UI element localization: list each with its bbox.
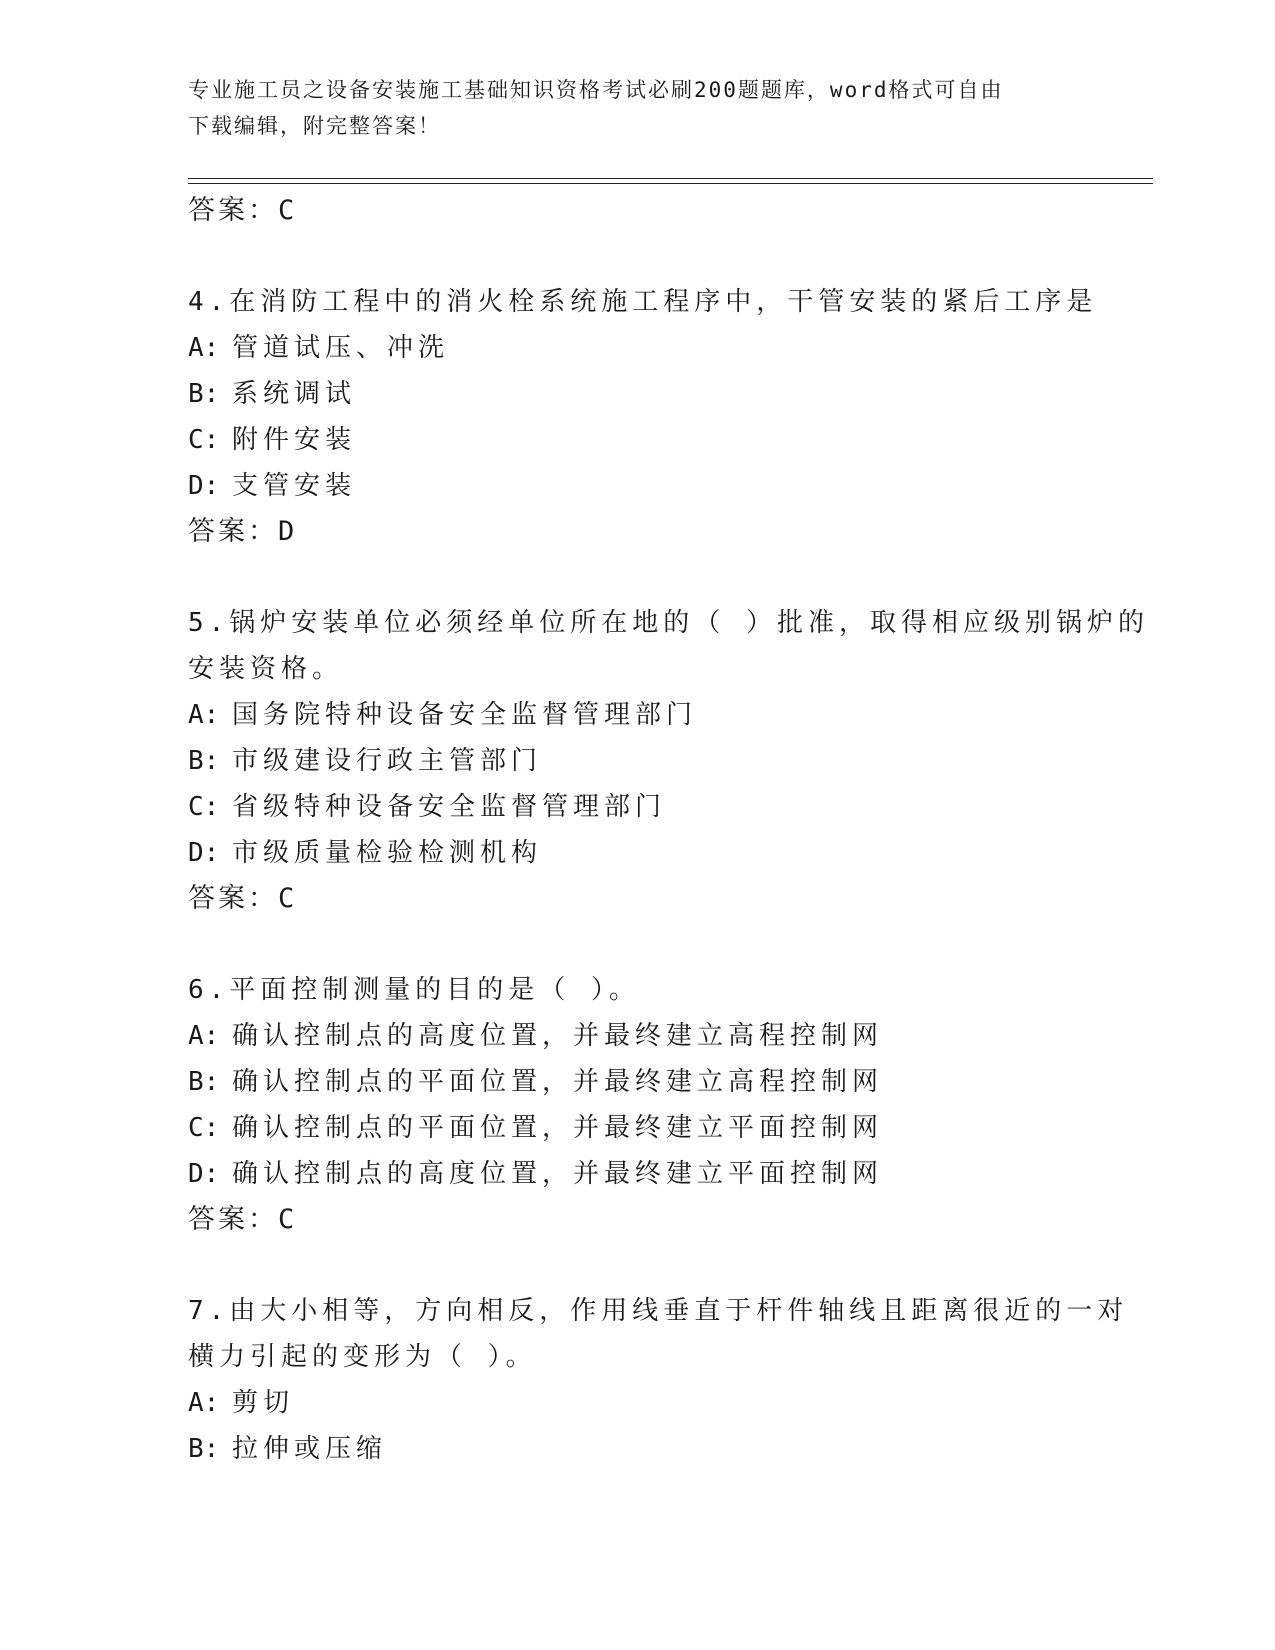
option-letter: D: (188, 1159, 220, 1189)
option-b (188, 738, 1088, 784)
option-text: 确认控制点的高度位置，并最终建立平面控制网 (232, 1159, 884, 1189)
header-rule-thin (188, 183, 1153, 184)
option-text: 确认控制点的平面位置，并最终建立高程控制网 (232, 1067, 884, 1097)
option-letter: B: (188, 1067, 220, 1097)
option-letter: D: (188, 471, 220, 501)
option-text: 支管安装 (232, 471, 357, 501)
option-a (188, 1380, 1088, 1426)
option-text: 拉伸或压缩 (232, 1434, 388, 1464)
option-letter: B: (188, 746, 220, 776)
answer-label: 答案： (188, 883, 278, 914)
question-stem: 5.锅炉安装单位必须经单位所在地的（ ）批准，取得相应级别锅炉的 (188, 608, 1149, 638)
answer-value: C (278, 883, 298, 914)
option-letter: B: (188, 1434, 220, 1464)
question-list (188, 188, 1149, 1472)
option-letter: A: (188, 1388, 220, 1418)
option-c (188, 417, 1088, 463)
option-b (188, 371, 1088, 417)
question-stem: 7.由大小相等，方向相反，作用线垂直于杆件轴线且距离很近的一对 (188, 1296, 1129, 1326)
option-text: 市级建设行政主管部门 (232, 746, 543, 776)
option-text: 确认控制点的高度位置，并最终建立高程控制网 (232, 1021, 884, 1051)
question-5 (188, 600, 1149, 922)
option-text: 市级质量检验检测机构 (232, 838, 543, 868)
option-text: 系统调试 (232, 379, 357, 409)
option-letter: A: (188, 1021, 220, 1051)
option-letter: B: (188, 379, 220, 409)
option-a (188, 692, 1088, 738)
header-rule-thick (188, 178, 1153, 179)
header-line-2: 下载编辑，附完整答案！ (188, 114, 441, 138)
answer (188, 1197, 1088, 1243)
question-6 (188, 967, 1088, 1243)
option-text: 管道试压、冲洗 (232, 333, 450, 363)
answer-label: 答案： (188, 516, 278, 547)
option-letter: C: (188, 1113, 220, 1143)
question-stem-cont: 安装资格。 (188, 654, 344, 684)
question-stem: 4.在消防工程中的消火栓系统施工程序中，干管安装的紧后工序是 (188, 287, 1098, 317)
option-a (188, 1013, 1088, 1059)
page-header (188, 72, 1088, 144)
option-d (188, 830, 1088, 876)
option-c (188, 784, 1088, 830)
answer-value: C (278, 195, 298, 226)
option-text: 确认控制点的平面位置，并最终建立平面控制网 (232, 1113, 884, 1143)
option-letter: A: (188, 333, 220, 363)
answer-label: 答案： (188, 1204, 278, 1235)
question-stem: 6.平面控制测量的目的是（ ）。 (188, 975, 640, 1005)
option-letter: D: (188, 838, 220, 868)
question-7 (188, 1288, 1129, 1472)
question-4 (188, 279, 1098, 555)
option-letter: A: (188, 700, 220, 730)
answer-value: D (278, 516, 298, 547)
option-c (188, 1105, 1088, 1151)
question-stem-cont: 横力引起的变形为（ ）。 (188, 1342, 537, 1372)
answer (188, 509, 1088, 555)
option-text: 省级特种设备安全监督管理部门 (232, 792, 667, 822)
option-b (188, 1426, 1088, 1472)
option-a (188, 325, 1088, 371)
option-b (188, 1059, 1088, 1105)
option-text: 附件安装 (232, 425, 357, 455)
answer-value: C (278, 1204, 298, 1235)
option-d (188, 1151, 1088, 1197)
previous-answer (188, 188, 1088, 234)
answer-label: 答案： (188, 195, 278, 226)
option-letter: C: (188, 792, 220, 822)
answer (188, 876, 1088, 922)
option-text: 剪切 (232, 1388, 295, 1418)
option-letter: C: (188, 425, 220, 455)
option-text: 国务院特种设备安全监督管理部门 (232, 700, 698, 730)
header-line-1: 专业施工员之设备安装施工基础知识资格考试必刷200题题库，word格式可自由 (188, 78, 1004, 102)
option-d (188, 463, 1088, 509)
